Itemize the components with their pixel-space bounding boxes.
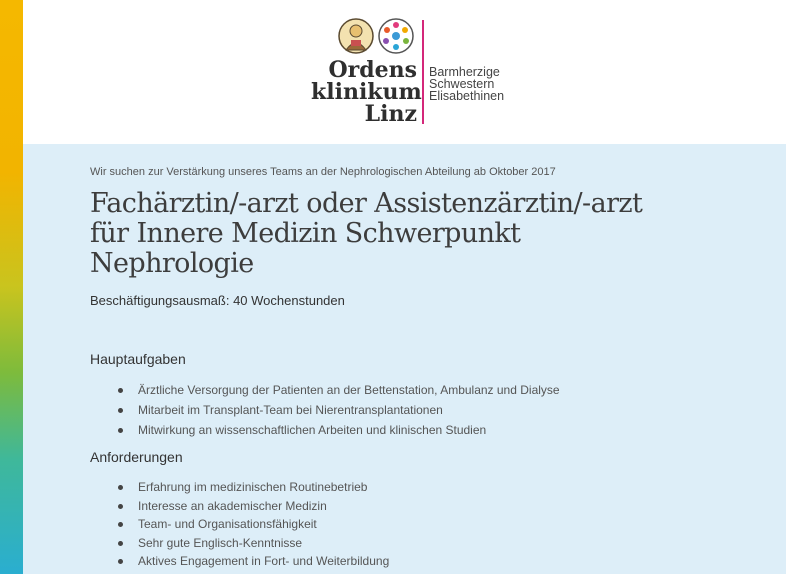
employment-extent: Beschäftigungsausmaß: 40 Wochenstunden	[90, 293, 345, 308]
logo-word-ordens: Ordens	[328, 57, 417, 83]
color-stripe	[0, 0, 23, 574]
job-title-line-2: für Innere Medizin Schwerpunkt	[90, 218, 521, 249]
network-circle-icon	[378, 18, 414, 54]
list-item: Mitarbeit im Transplant-Team bei Nierentransplantationen	[118, 402, 560, 422]
section-heading-anforderungen: Anforderungen	[90, 449, 183, 465]
list-item: Team- und Organisationsfähigkeit	[118, 516, 389, 535]
job-posting-content	[23, 144, 786, 574]
logo-word-klinikum: klinikum	[311, 79, 422, 105]
section-heading-hauptaufgaben: Hauptaufgaben	[90, 351, 186, 367]
list-item: Erfahrung im medizinischen Routinebetrieb	[118, 479, 389, 498]
intro-text: Wir suchen zur Verstärkung unseres Teams an der Nephrologischen Abteilung ab Oktober 2017	[90, 166, 556, 178]
list-item: Sehr gute Englisch-Kenntnisse	[118, 535, 389, 554]
hospital-logo	[311, 16, 531, 128]
list-item: Ärztliche Versorgung der Patienten an der Bettenstation, Ambulanz und Dialyse	[118, 382, 560, 402]
logo-divider	[422, 20, 424, 124]
job-title-line-3: Nephrologie	[90, 248, 254, 279]
list-item: Interesse an akademischer Medizin	[118, 498, 389, 517]
saint-emblem-icon	[338, 18, 374, 54]
requirements-list	[118, 479, 389, 572]
job-title	[90, 189, 750, 279]
tasks-list	[118, 382, 560, 442]
header	[23, 0, 786, 144]
job-title-line-1: Fachärztin/-arzt oder Assistenzärztin/-arzt	[90, 188, 643, 219]
logo-sub-elisabethinen: Elisabethinen	[429, 89, 505, 103]
list-item: Aktives Engagement in Fort- und Weiterbildung	[118, 553, 389, 572]
logo-sub-schwestern: Schwestern	[429, 77, 495, 91]
logo-word-linz: Linz	[364, 101, 417, 127]
logo-sub-barmherzige: Barmherzige	[429, 65, 500, 79]
list-item: Mitwirkung an wissenschaftlichen Arbeiten und klinischen Studien	[118, 422, 560, 442]
